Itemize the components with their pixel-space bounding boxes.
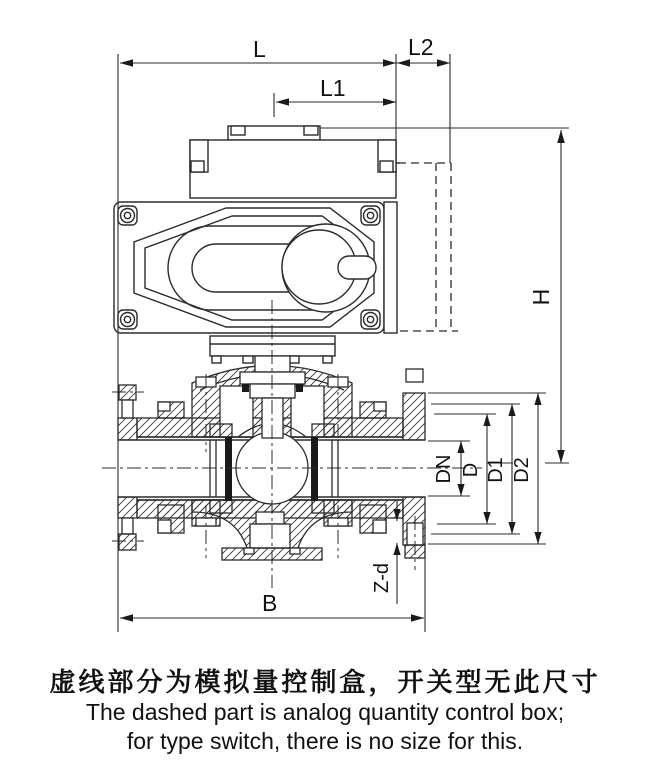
- knob-slot: [338, 256, 376, 279]
- caption: [0, 668, 650, 757]
- label-D2: D2: [511, 457, 533, 483]
- label-DN: DN: [433, 454, 455, 484]
- actuator-upper-block: [190, 140, 396, 198]
- label-H: H: [528, 288, 554, 306]
- actuator: [114, 126, 400, 363]
- caption-english-line1: The dashed part is analog quantity control box;: [85, 698, 565, 725]
- label-L2: L2: [408, 34, 434, 60]
- caption-chinese: 虚线部分为模拟量控制盒，开关型无此尺寸: [49, 667, 601, 697]
- label-D1: D1: [485, 457, 507, 483]
- actuator-side-panel: [384, 202, 397, 333]
- analog-control-box-dashed: [398, 163, 458, 331]
- label-B: B: [262, 590, 278, 616]
- caption-english-line2: for type switch, there is no size for this.: [126, 728, 524, 755]
- label-Zd: Z-d: [371, 563, 393, 593]
- label-L: L: [253, 36, 266, 62]
- label-D: D: [460, 462, 482, 478]
- label-L1: L1: [320, 75, 346, 101]
